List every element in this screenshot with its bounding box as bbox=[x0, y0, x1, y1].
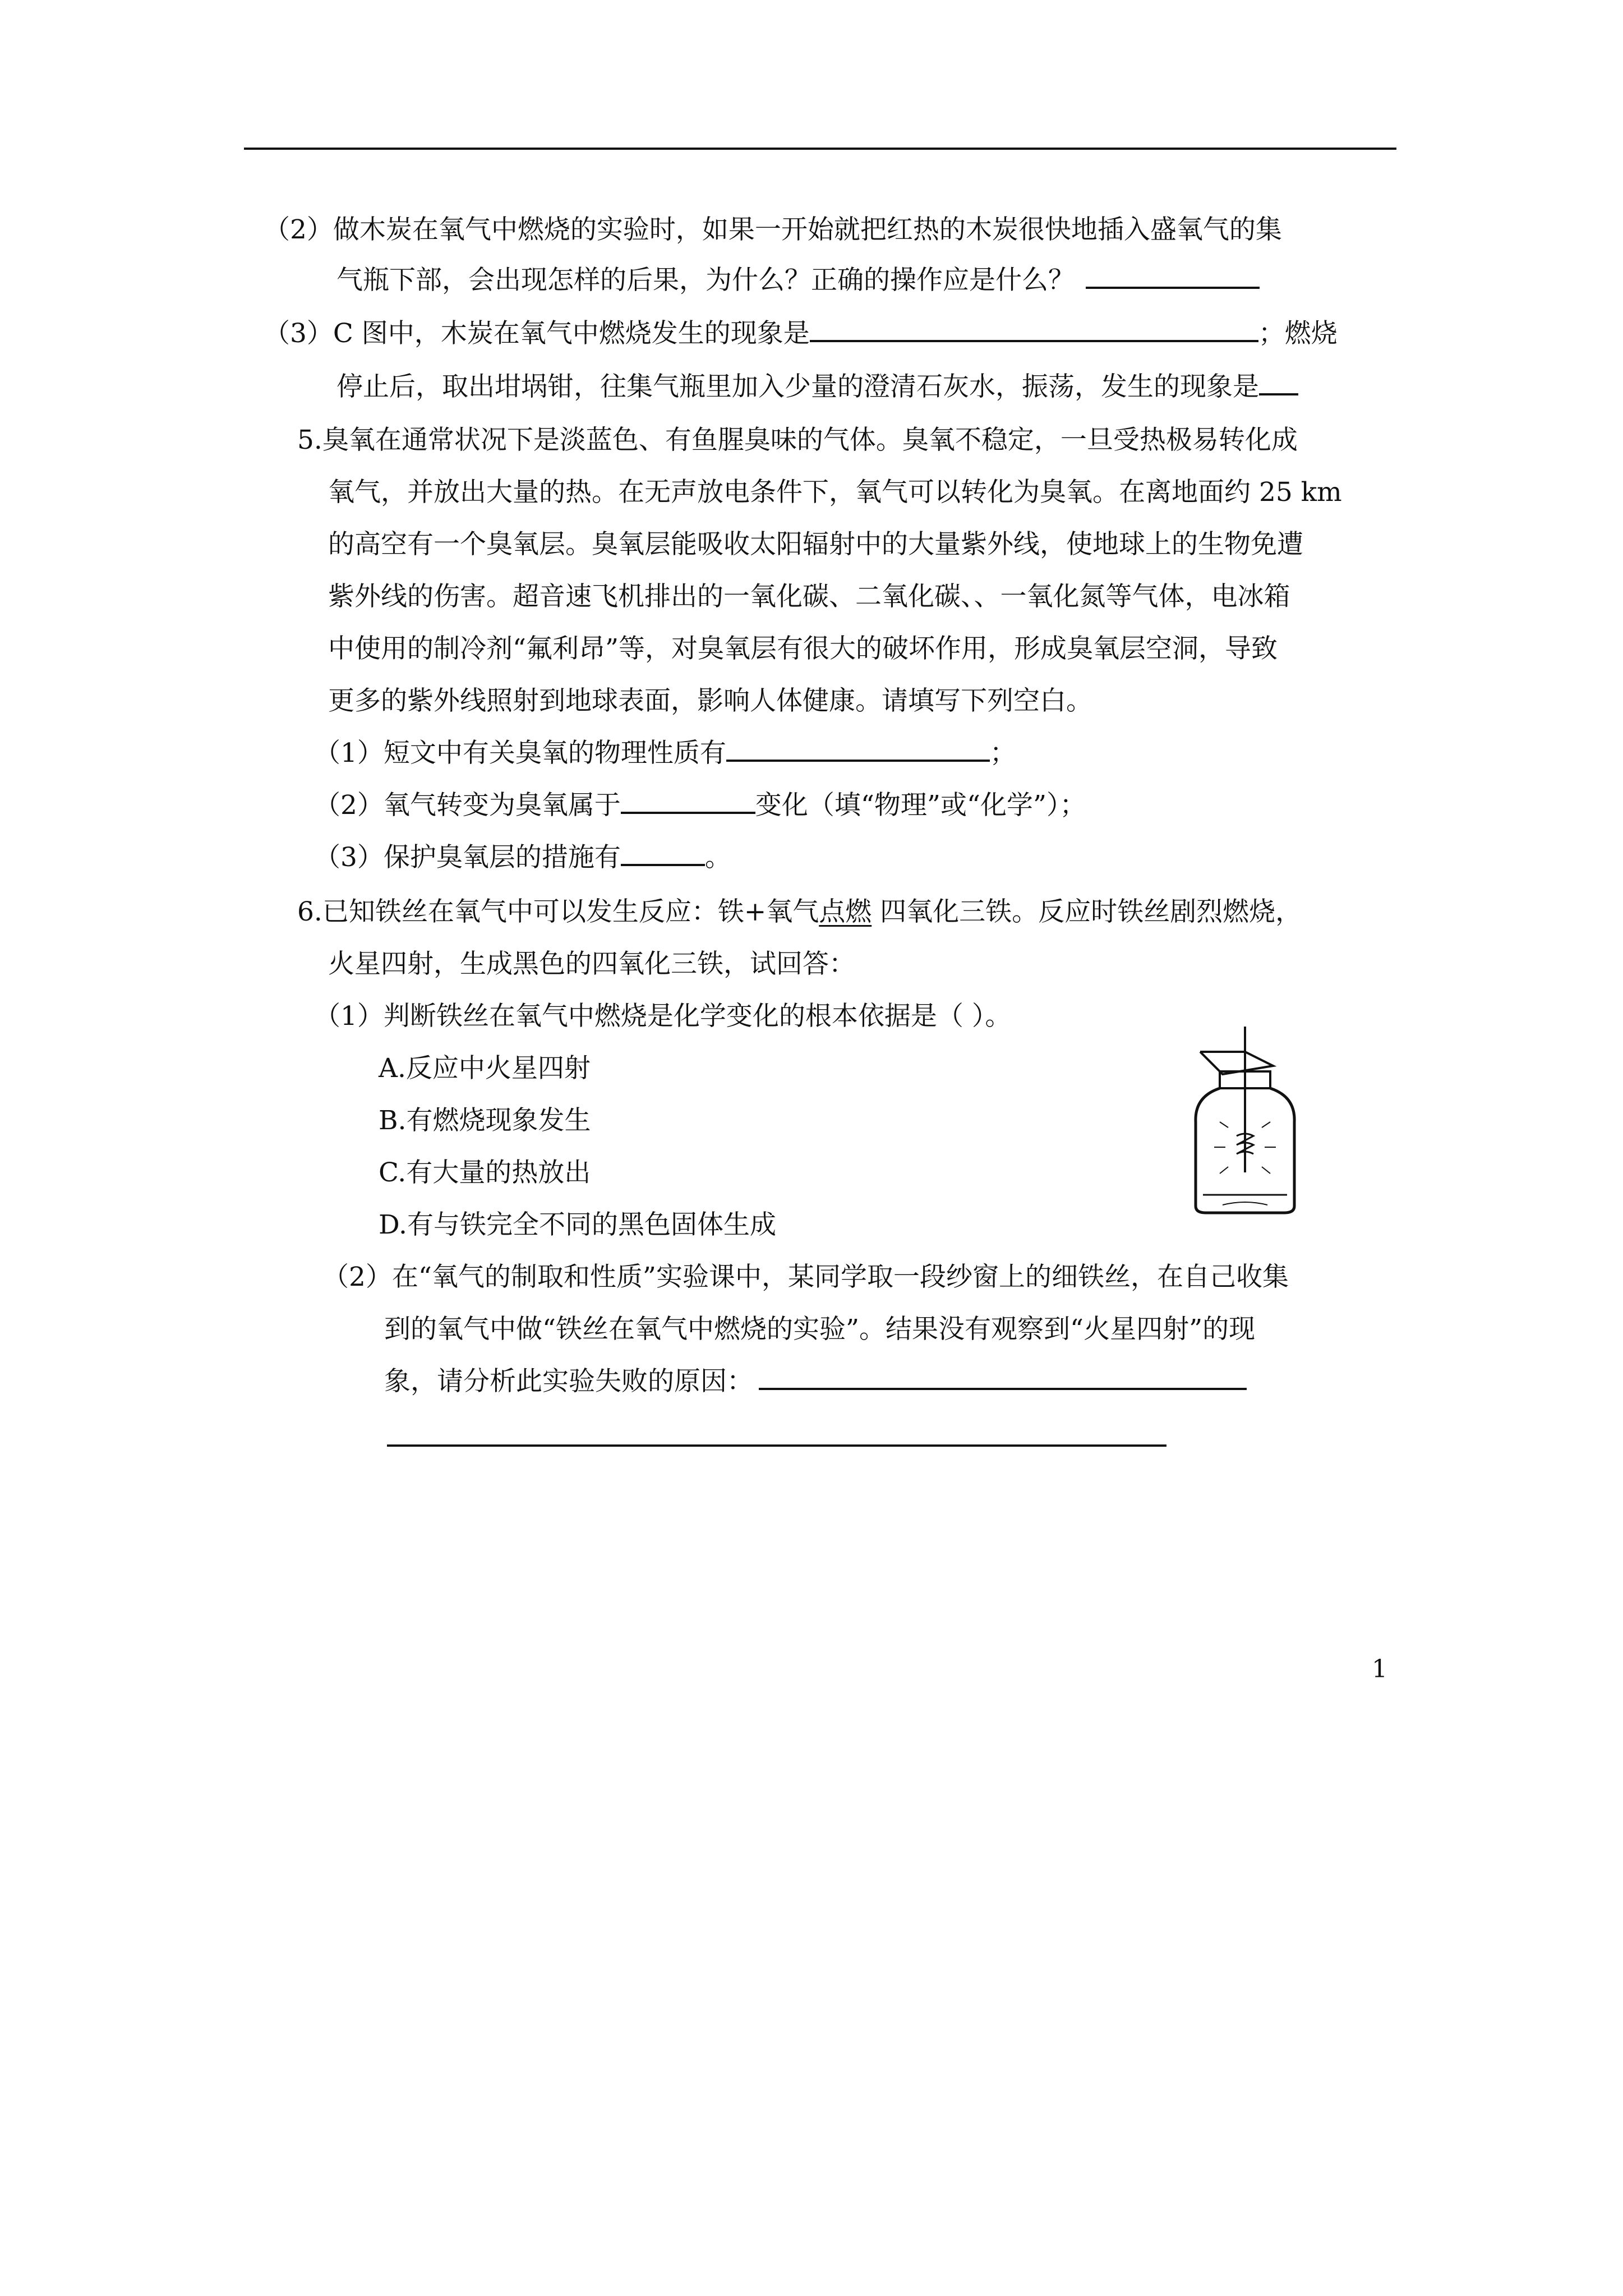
q5-line2: 氧气，并放出大量的热。在无声放电条件下，氧气可以转化为臭氧。在离地面约 25 km bbox=[328, 477, 1342, 508]
q4-part2-line1: （2）做木炭在氧气中燃烧的实验时，如果一开始就把红热的木炭很快地插入盛氧气的集 bbox=[264, 214, 1282, 245]
q5-sub1-answer-blank[interactable] bbox=[726, 737, 990, 762]
option-d[interactable]: D.有与铁完全不同的黑色固体生成 bbox=[379, 1209, 776, 1240]
q4-part2-line2: 气瓶下部，会出现怎样的后果，为什么？正确的操作应是什么？ bbox=[336, 264, 1260, 297]
q4-part3-answer-blank-2[interactable] bbox=[1259, 371, 1298, 395]
q6-sub2-line3: 象，请分析此实验失败的原因： bbox=[384, 1365, 1247, 1398]
q4-part2-answer-blank[interactable] bbox=[1086, 264, 1260, 289]
q5-line4: 紫外线的伤害。超音速飞机排出的一氧化碳、二氧化碳、、一氧化氮等气体，电冰箱 bbox=[328, 581, 1290, 612]
q5-line3: 的高空有一个臭氧层。臭氧层能吸收太阳辐射中的大量紫外线，使地球上的生物免遭 bbox=[328, 529, 1303, 560]
q6-line2: 火星四射，生成黑色的四氧化三铁，试回答： bbox=[328, 949, 855, 979]
option-c[interactable]: C.有大量的热放出 bbox=[379, 1157, 591, 1188]
q5-sub2: （2）氧气转变为臭氧属于 变化（填“物理”或“化学”）； bbox=[314, 790, 1086, 821]
option-a[interactable]: A.反应中火星四射 bbox=[379, 1053, 591, 1084]
q4-part3-line2: 停止后，取出坩埚钳，往集气瓶里加入少量的澄清石灰水，振荡，发生的现象是 bbox=[336, 370, 1298, 404]
q6-line1: 6.已知铁丝在氧气中可以发生反应：铁+氧气点燃 四氧化三铁。反应时铁丝剧烈燃烧， bbox=[297, 896, 1302, 927]
q6-sub2-answer-blank-1[interactable] bbox=[759, 1365, 1247, 1390]
page-number: 1 bbox=[1372, 1655, 1387, 1683]
q6-sub2-line2: 到的氧气中做“铁丝在氧气中燃烧的实验”。结果没有观察到“火星四射”的现 bbox=[384, 1314, 1256, 1345]
q4-part3-line1: （3）C 图中，木炭在氧气中燃烧发生的现象是 ；燃烧 bbox=[264, 318, 1338, 349]
q5-line1: 5.臭氧在通常状况下是淡蓝色、有鱼腥臭味的气体。臭氧不稳定，一旦受热极易转化成 bbox=[297, 425, 1298, 455]
q5-sub1: （1）短文中有关臭氧的物理性质有 ； bbox=[314, 738, 1016, 769]
option-b[interactable]: B.有燃烧现象发生 bbox=[379, 1105, 591, 1136]
header-rule bbox=[244, 148, 1396, 150]
q6-sub2-line1: （2）在“氧气的制取和性质”实验课中，某同学取一段纱窗上的细铁丝，在自己收集 bbox=[322, 1262, 1289, 1292]
reaction-condition: 点燃 bbox=[819, 896, 872, 927]
q5-line6: 更多的紫外线照射到地球表面，影响人体健康。请填写下列空白。 bbox=[328, 685, 1092, 716]
q5-sub3-answer-blank[interactable] bbox=[621, 841, 705, 866]
q5-sub3: （3）保护臭氧层的措施有 。 bbox=[314, 842, 731, 873]
q6-sub2-answer-blank-2[interactable] bbox=[387, 1444, 1166, 1447]
gas-jar-illustration bbox=[1189, 1027, 1301, 1217]
q5-line5: 中使用的制冷剂“氟利昂”等，对臭氧层有很大的破坏作用，形成臭氧层空洞，导致 bbox=[328, 633, 1278, 664]
q5-sub2-answer-blank[interactable] bbox=[621, 789, 755, 814]
q6-sub1: （1）判断铁丝在氧气中燃烧是化学变化的根本依据是（ ）。 bbox=[314, 1001, 1012, 1032]
q4-part3-answer-blank-1[interactable] bbox=[810, 318, 1258, 342]
